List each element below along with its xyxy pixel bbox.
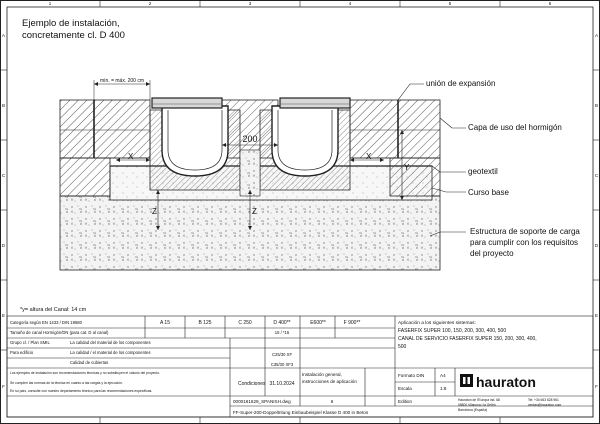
- drain-channel-left: [162, 106, 228, 176]
- callout-load-structure-1: Estructura de soporte de carga: [470, 227, 580, 236]
- tb-legal-1: Los ejemplos de instalación son recomendaciones técnicas y no substituyen el cálculo del proyecto.: [10, 371, 161, 375]
- tb-load-e600: E600**: [310, 320, 326, 326]
- tb-date: 31.10.2024: [269, 381, 295, 387]
- footnote: *y= altura del Canal: 14 cm: [20, 307, 87, 313]
- frame-row-f: F: [2, 384, 5, 389]
- drawing-title-line1: Ejemplo de instalación,: [22, 18, 120, 29]
- frame-row-b-right: B: [594, 103, 599, 108]
- frame-col-2: 2: [148, 1, 152, 6]
- tb-load-c250: C 250: [238, 320, 252, 326]
- dim-z-mid: Z: [252, 207, 257, 216]
- tb-address-3: Barcelona (España): [458, 408, 488, 412]
- frame-row-f-right: F: [595, 384, 598, 389]
- callout-expansion-joint: unión de expansión: [426, 79, 496, 88]
- callout-geotextile: geotextil: [468, 167, 498, 176]
- tb-row-2: Grupo cl. / Plan SMIL: [10, 340, 50, 345]
- frame-col-3: 3: [248, 1, 252, 6]
- tb-applies-1: FASERFIX SUPER 100, 150, 200, 300, 400, 500: [398, 328, 507, 334]
- hauraton-wordmark: hauraton: [476, 374, 536, 390]
- grating-right: [280, 98, 350, 108]
- tb-scale-value: 1:8: [440, 386, 447, 391]
- hauraton-logo: [460, 374, 536, 390]
- frame-col-4: 4: [348, 1, 352, 6]
- frame-col-5: 5: [448, 1, 452, 6]
- tb-row-value-1: C25/30 XF: [271, 352, 293, 357]
- dim-x-right: X: [366, 152, 372, 161]
- frame-row-c: C: [1, 173, 6, 178]
- tb-load-b125: B 125: [198, 320, 212, 326]
- tb-install-note-2: instrucciones de aplicación: [302, 379, 357, 384]
- tb-load-f900: F 900**: [343, 320, 361, 326]
- tb-phone: Tel: +34 663 628 961: [528, 398, 559, 402]
- tb-edition-label: Edition: [398, 399, 413, 404]
- tb-load-a15: A 15: [159, 320, 171, 326]
- drain-channel-right: [272, 106, 338, 176]
- tb-applies-title: Aplicación a los siguientes sistemas:: [398, 321, 476, 326]
- frame-row-e-right: E: [594, 313, 599, 318]
- tb-row-6: Calidad de cubiertas: [70, 360, 109, 365]
- tb-applies-3: 500: [398, 344, 407, 350]
- tb-load-sub: 15 / *15: [274, 330, 290, 335]
- drawing-title-line2: concretamente cl. D 400: [22, 30, 125, 41]
- frame-row-a-right: A: [594, 33, 599, 38]
- callout-base-course: Curso base: [468, 188, 509, 197]
- frame-row-d: D: [1, 243, 6, 248]
- tb-legal-3: En su país, consulte con nuestro departamento técnico para las recomendaciones específicas.: [10, 389, 153, 393]
- dim-y: Y: [404, 163, 410, 172]
- frame-row-c-right: C: [594, 173, 599, 178]
- tb-row-4: Para edificio: [10, 350, 34, 355]
- dim-gap: 200: [242, 134, 258, 144]
- tb-load-d400: D 400**: [273, 320, 291, 326]
- tb-drawing-name: FF-Super-200-Doppeltritung Einbaubeispiel Klasse D 400 in Beton: [233, 410, 369, 415]
- tb-address-1: Hauraton de l'Europa ind. 68: [458, 398, 500, 402]
- tb-applies-2: CANAL DE SERVICIO FASERFIX SUPER 150, 200, 300, 400,: [398, 336, 537, 342]
- callout-load-structure-3: del proyecto: [470, 249, 514, 258]
- frame-row-a: A: [1, 33, 6, 38]
- tb-format-label: Formato DIN: [398, 373, 425, 378]
- tb-scale-label: Escala: [398, 386, 412, 391]
- frame-col-6: 6: [548, 1, 552, 6]
- tb-row-5: La calidad / el material de los componentes: [70, 350, 151, 355]
- frame-col-1: 1: [48, 1, 52, 6]
- tb-install-note-1: Instalación general,: [302, 372, 342, 377]
- tb-format-value: A4: [440, 373, 446, 378]
- frame-row-e: E: [1, 313, 6, 318]
- tb-address-2: 08800 Vilanova i la Geltrú: [458, 403, 496, 407]
- dim-x-left: X: [128, 152, 134, 161]
- tb-legal-2: Se cumplen las normas de la técnica en cuanto a las cargas y la ejecución.: [10, 381, 123, 385]
- frame-row-d-right: D: [594, 243, 599, 248]
- frame-row-b: B: [1, 103, 6, 108]
- tb-sheet-no: 6: [330, 399, 334, 404]
- tb-norm: Categoría según EN 1433 / DIN 19580: [10, 320, 82, 325]
- tb-row-3: La calidad del material de los componentes: [70, 340, 151, 345]
- tb-conditions-label: Condiciones: [238, 381, 266, 387]
- dim-min-width: mín. = máx. 200 cm: [99, 78, 145, 84]
- tb-file: 0000161629_SPANISH.dwg: [233, 399, 291, 404]
- grating-left: [152, 98, 222, 108]
- tb-row-1: Tamaño de canal Hormigón/DN (para cat. D al canal): [10, 330, 109, 335]
- callout-wear-layer: Capa de uso del hormigón: [468, 123, 562, 132]
- tb-email: ventas@hauraton.com: [528, 403, 562, 407]
- dim-z-left: Z: [152, 207, 157, 216]
- tb-row-value-2: C35/30 XF3: [270, 362, 294, 367]
- callout-load-structure-2: para cumplir con los requisitos: [470, 238, 579, 247]
